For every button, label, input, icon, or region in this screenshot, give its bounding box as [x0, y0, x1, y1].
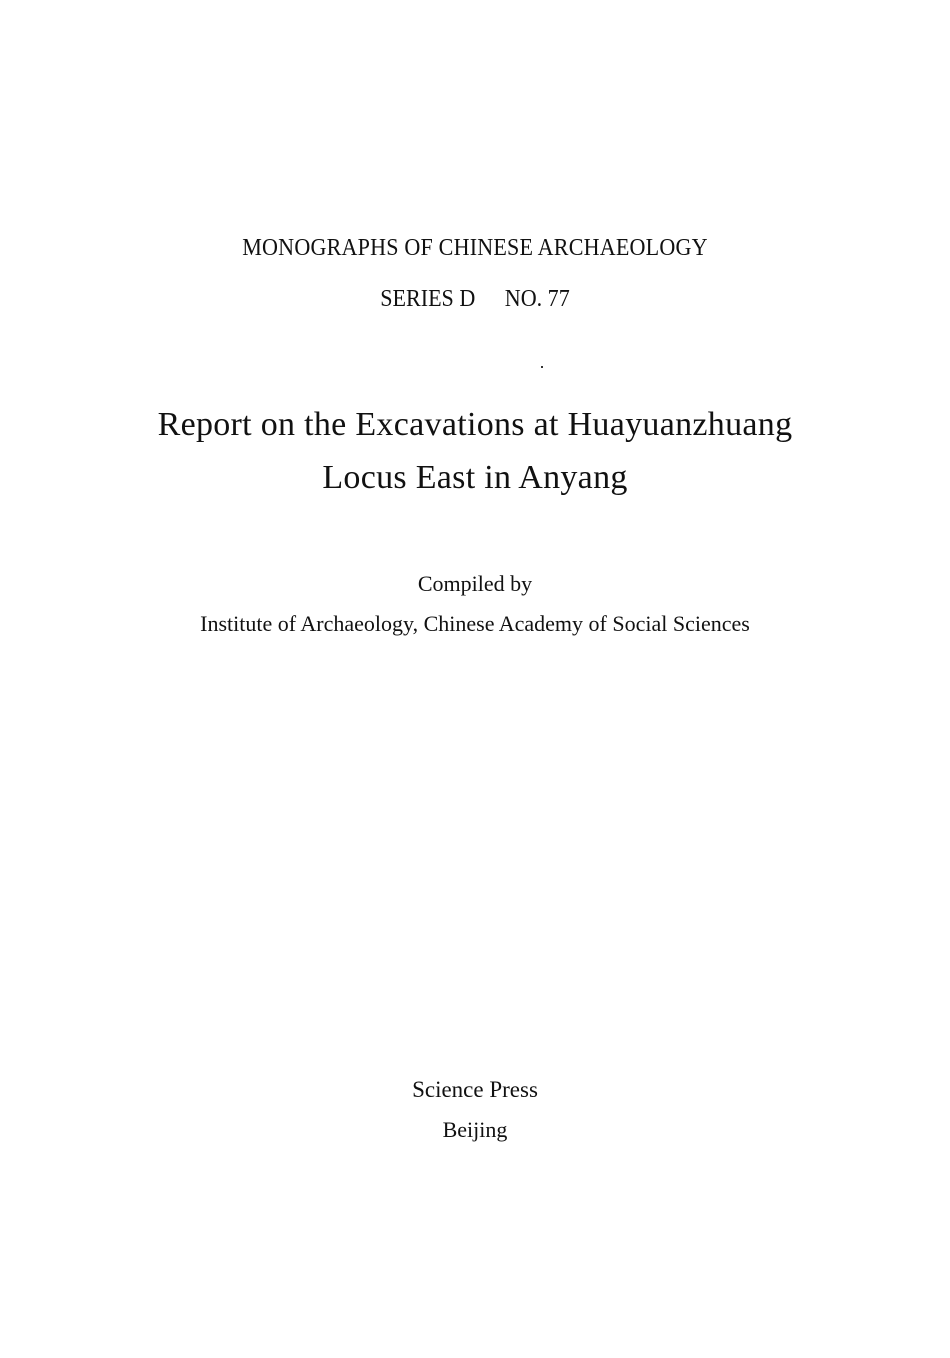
- series-designation: SERIES D: [380, 286, 476, 312]
- publisher-name: Science Press: [412, 1077, 538, 1102]
- series-title: MONOGRAPHS OF CHINESE ARCHAEOLOGY: [242, 235, 708, 261]
- stray-mark: [541, 366, 543, 368]
- compiled-by-label: Compiled by: [417, 571, 533, 596]
- series-number: [38, 287, 912, 311]
- series-volume-number: NO. 77: [504, 286, 570, 312]
- publisher-city: Beijing: [442, 1117, 508, 1142]
- report-title-line-1: Report on the Excavations at Huayuanzhuang: [157, 406, 793, 443]
- compiler-name: Institute of Archaeology, Chinese Academy of Social Sciences: [200, 611, 750, 636]
- report-title-line-2: Locus East in Anyang: [322, 459, 628, 496]
